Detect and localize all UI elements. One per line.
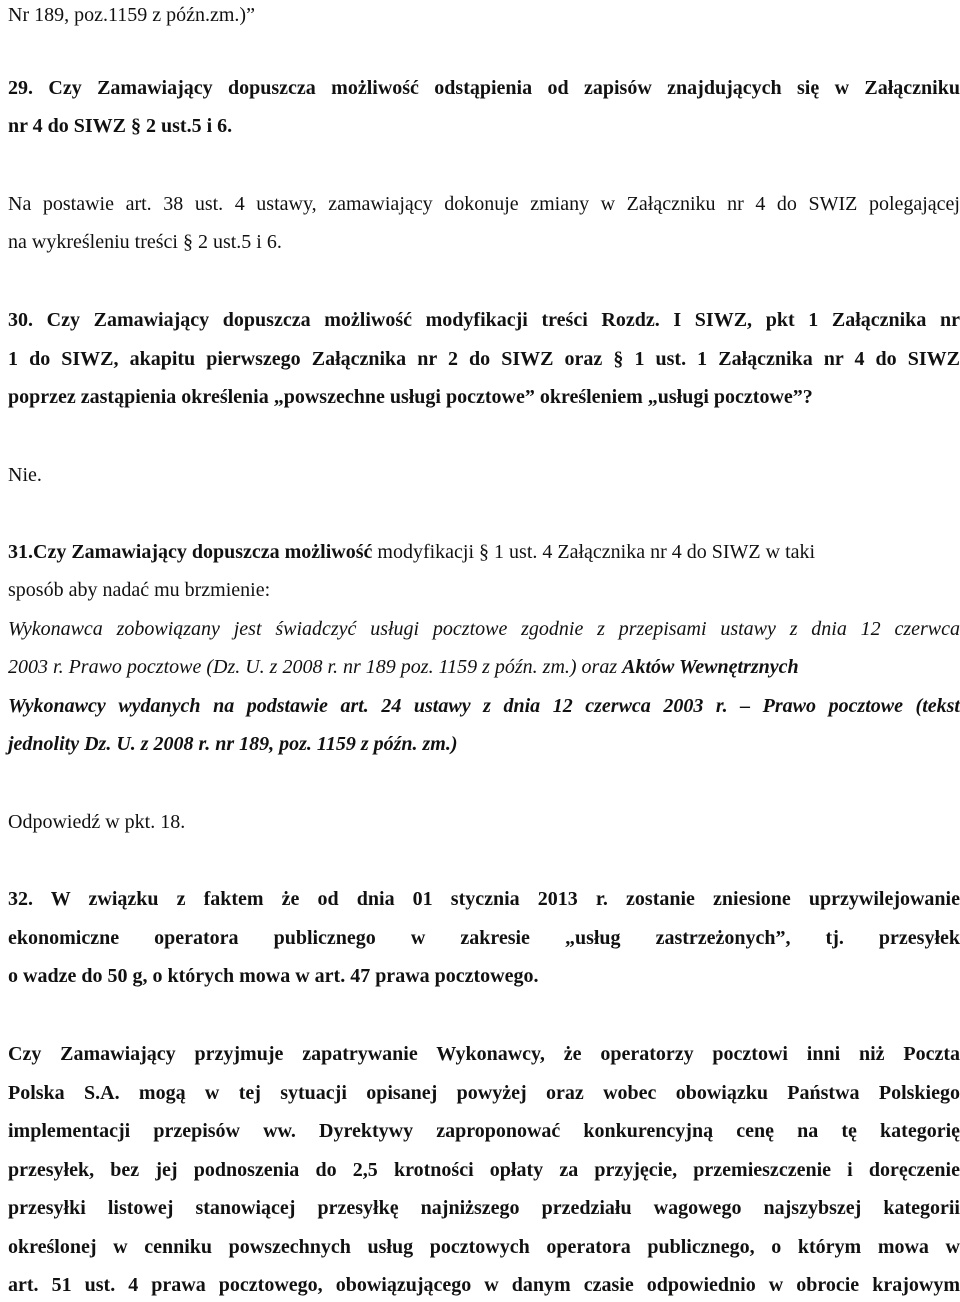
q32-paragraph-line-2: Polska S.A. mogą w tej sytuacji opisanej powyżej oraz wobec obowiązku Państwa Polskiego: [8, 1082, 960, 1104]
q32-question-line-3: o wadze do 50 g, o których mowa w art. 47 prawa pocztowego.: [8, 965, 539, 987]
q31-answer: Odpowiedź w pkt. 18.: [8, 811, 186, 833]
q31-question-rest: modyfikacji § 1 ust. 4 Załącznika nr 4 do SIWZ w taki: [372, 541, 816, 563]
q31-quote-italic: 2003 r. Prawo pocztowe (Dz. U. z 2008 r. nr 189 poz. 1159 z późn. zm.) oraz: [8, 656, 623, 678]
q31-quote-line-2: [8, 654, 960, 680]
q31-quote-bold: Aktów Wewnętrznych: [622, 656, 799, 678]
q30-question-line-2: 1 do SIWZ, akapitu pierwszego Załącznika nr 2 do SIWZ oraz § 1 ust. 1 Załącznika nr 4 do SIWZ: [8, 348, 960, 370]
q31-quote-line-3: Wykonawcy wydanych na podstawie art. 24 ustawy z dnia 12 czerwca 2003 r. – Prawo pocztowe (tekst: [8, 695, 960, 717]
q31-question-line-2: sposób aby nadać mu brzmienie:: [8, 579, 271, 601]
q31-quote-line-1: Wykonawca zobowiązany jest świadczyć usługi pocztowe zgodnie z przepisami ustawy z dnia 12 czerwca: [8, 618, 960, 640]
q32-question-line-2: ekonomiczne operatora publicznego w zakresie „usług zastrzeżonych”, tj. przesyłek: [8, 927, 960, 949]
q32-paragraph-line-6: określonej w cenniku powszechnych usług pocztowych operatora publicznego, o którym mowa w: [8, 1236, 960, 1258]
q32-question-line-1: 32. W związku z faktem że od dnia 01 stycznia 2013 r. zostanie zniesione uprzywilejowanie: [8, 888, 960, 910]
q32-paragraph-line-7: art. 51 ust. 4 prawa pocztowego, obowiązującego w danym czasie odpowiednio w obrocie krajowym: [8, 1274, 960, 1296]
q29-answer-line-2: na wykreśleniu treści § 2 ust.5 i 6.: [8, 231, 282, 253]
q31-question-line-1: [8, 539, 960, 565]
q32-paragraph-line-5: przesyłki listowej stanowiącej przesyłkę najniższego przedziału wagowego najszybszej kategorii: [8, 1197, 960, 1219]
q32-paragraph-line-4: przesyłek, bez jej podnoszenia do 2,5 krotności opłaty za przyjęcie, przemieszczenie i doręczenie: [8, 1159, 960, 1181]
q32-paragraph-line-1: Czy Zamawiający przyjmuje zapatrywanie Wykonawcy, że operatorzy pocztowi inni niż Poczta: [8, 1043, 960, 1065]
q32-paragraph-line-3: implementacji przepisów ww. Dyrektywy zaproponować konkurencyjną cenę na tę kategorię: [8, 1120, 960, 1142]
q31-question-lead: 31.Czy Zamawiający dopuszcza możliwość: [8, 541, 373, 563]
q29-question-line-1: 29. Czy Zamawiający dopuszcza możliwość odstąpienia od zapisów znajdujących się w Załączniku: [8, 77, 960, 99]
q30-question-line-3: poprzez zastąpienia określenia „powszechne usługi pocztowe” określeniem „usługi pocztowe”?: [8, 386, 813, 408]
q30-question-line-1: 30. Czy Zamawiający dopuszcza możliwość modyfikacji treści Rozdz. I SIWZ, pkt 1 Załącznika nr: [8, 309, 960, 331]
header-fragment: Nr 189, poz.1159 z późn.zm.)”: [8, 4, 255, 26]
q29-question-line-2: nr 4 do SIWZ § 2 ust.5 i 6.: [8, 115, 233, 137]
q30-answer: Nie.: [8, 464, 42, 486]
q29-answer-line-1: Na postawie art. 38 ust. 4 ustawy, zamawiający dokonuje zmiany w Załączniku nr 4 do SWIZ polegającej: [8, 193, 960, 215]
q31-quote-line-4: jednolity Dz. U. z 2008 r. nr 189, poz. 1159 z późn. zm.): [8, 733, 458, 755]
